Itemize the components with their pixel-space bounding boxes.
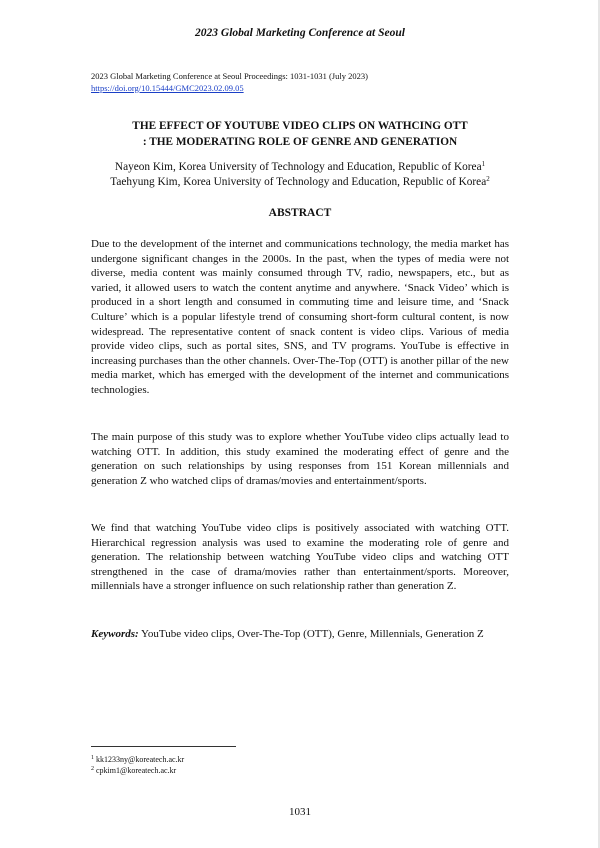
proceedings-info: [91, 71, 368, 94]
footnote-2-mark: 2: [91, 766, 94, 772]
author-2: [60, 175, 540, 190]
abstract-paragraph-3: We find that watching YouTube video clips is positively associated with watching OTT. Hierarchical regression analysis was used to examine the moderating role of genre and generation. The relationship between watching YouTube video clips and watching OTT strengthened in the case of drama/movies rather than entertainment/sports. Moreover, millennials have a stronger influence on such relationship rather than generation Z.: [91, 522, 509, 593]
footnote-divider: [91, 746, 236, 747]
doi-link[interactable]: https://doi.org/10.15444/GMC2023.02.09.05: [91, 82, 244, 93]
paper-title-line-1: THE EFFECT OF YOUTUBE VIDEO CLIPS ON WATHCING OTT: [132, 120, 468, 132]
running-header: 2023 Global Marketing Conference at Seoul: [195, 27, 405, 39]
footnote-1-email: kk1233ny@koreatech.ac.kr: [94, 755, 185, 764]
abstract-paragraph-2: The main purpose of this study was to explore whether YouTube video clips actually lead to watching OTT. In addition, this study examined the moderating effect of genre and the generation on such relationships by using responses from 151 Korean millennials and generation Z who watched clips of dramas/movies and entertainment/sports.: [91, 431, 509, 487]
author-1-text: Nayeon Kim, Korea University of Technology and Education, Republic of Korea: [114, 161, 482, 173]
author-1-footnote-mark: 1: [481, 160, 486, 168]
keywords: [91, 627, 509, 642]
footnote-1-mark: 1: [91, 755, 94, 761]
page-number: 1031: [289, 806, 311, 818]
author-1: [60, 160, 540, 175]
paper-title-line-2: : THE MODERATING ROLE OF GENRE AND GENERATION: [142, 136, 458, 148]
abstract-heading: ABSTRACT: [268, 207, 332, 219]
footnote-2: [91, 765, 184, 776]
keywords-text: YouTube video clips, Over-The-Top (OTT), Genre, Millennials, Generation Z: [138, 628, 484, 640]
paper-title: [60, 118, 540, 150]
proceedings-citation: 2023 Global Marketing Conference at Seoul Proceedings: 1031-1031 (July 2023): [91, 71, 368, 81]
footnote-2-email: cpkim1@koreatech.ac.kr: [94, 766, 177, 775]
keywords-label: Keywords:: [91, 628, 139, 640]
author-2-footnote-mark: 2: [486, 175, 490, 183]
footnotes: [91, 754, 184, 776]
abstract-paragraph-1: Due to the development of the internet and communications technology, the media market has undergone significant changes in the 2000s. In the past, when the types of media were not diverse, media content was mainly consumed through TV, radio, newspapers, etc., but as varied, it allowed users to watch the content anytime and anywhere. ‘Snack Video’ which is produced in a short length and consumed in commuting time and leisure time, and ‘Snack Culture’ which is a popular lifestyle trend of consuming short-form cultural content, is now widespread. The representative content of snack content is video clips. Various of media provide video clips, such as portal sites, SNS, and TV programs. YouTube is effective in increasing purchases than the other channels. Over-The-Top (OTT) is another pillar of the new media market, which has emerged with the development of the internet and communications technologies.: [91, 238, 509, 396]
author-2-text: Taehyung Kim, Korea University of Technology and Education, Republic of Korea: [110, 176, 487, 188]
footnote-1: [91, 754, 184, 765]
author-list: [60, 160, 540, 190]
